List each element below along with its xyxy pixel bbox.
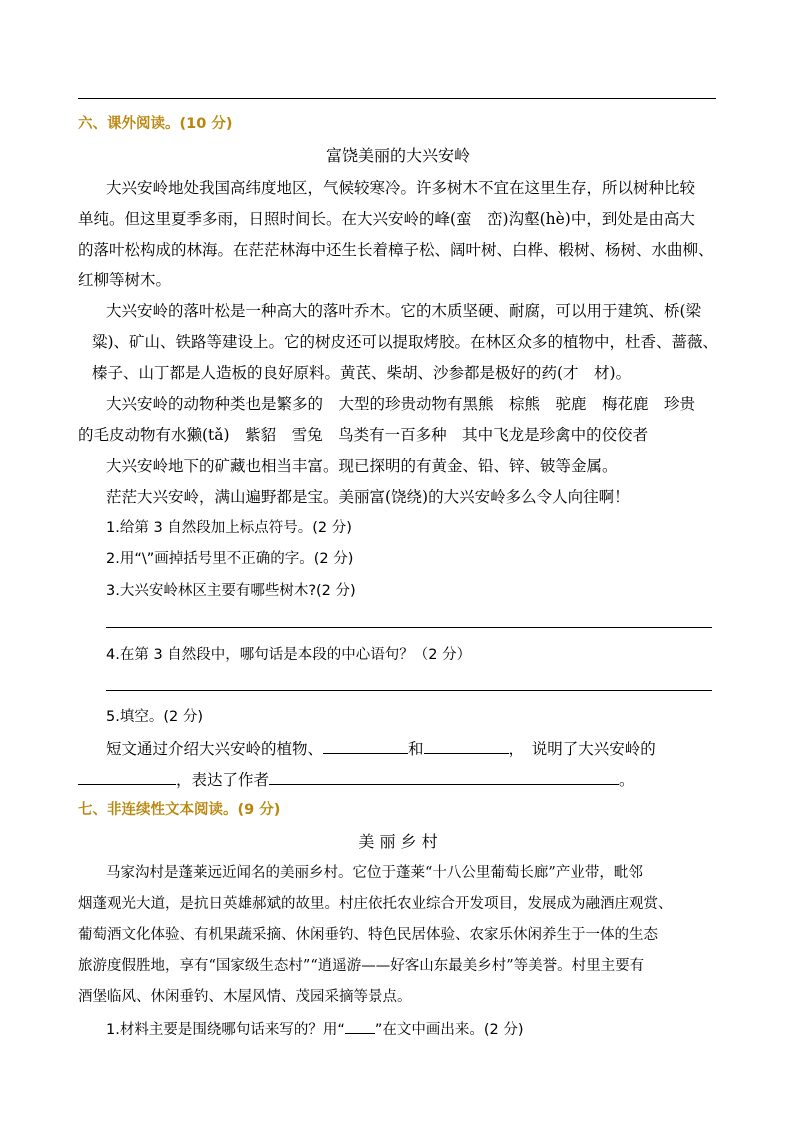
para5: 茫茫大兴安岭，满山遍野都是宝。美丽富(饶绕)的大兴安岭多么令人向往啊！ (106, 488, 630, 506)
q5-blank-3[interactable] (78, 768, 176, 785)
q5-text-b: 和 (408, 740, 424, 758)
q5-text-a: 短文通过介绍大兴安岭的植物、 (106, 740, 324, 758)
section7-para-line: 酒堡临风、休闲垂钓、木屋风情、茂园采摘等景点。 (78, 989, 412, 1005)
section7-heading: 七、非连续性文本阅读。(9 分) (78, 802, 281, 818)
s7q1-text-b: ”在文中画出来。(2 分) (374, 1022, 524, 1038)
para2-line: 大兴安岭的落叶松是一种高大的落叶乔木。它的木质坚硬、耐腐，可以用于建筑、桥(梁 (106, 302, 702, 320)
q5-blank-2[interactable] (424, 737, 509, 754)
q5-blank-1[interactable] (323, 737, 408, 754)
section6-heading: 六、课外阅读。(10 分) (78, 116, 233, 132)
header-rule (78, 98, 716, 99)
para3-line: 大兴安岭的动物种类也是繁多的 大型的珍贵动物有黑熊 棕熊 驼鹿 梅花鹿 珍贵 (106, 395, 696, 413)
q5-text-d: ，表达了作者 (176, 771, 270, 789)
section7-para-line: 马家沟村是蓬莱远近闻名的美丽乡村。它位于蓬莱“十八公里葡萄长廊”产业带，毗邻 (106, 865, 643, 881)
para2-line: 榛子、山丁都是人造板的良好原料。黄芪、柴胡、沙参都是极好的药(才 材)。 (92, 364, 632, 382)
section7-para-line: 旅游度假胜地，享有“国家级生态村”“逍遥游——好客山东最美乡村”等美誉。村里主要有 (78, 958, 645, 974)
q5-blank-4[interactable] (269, 768, 619, 785)
answer-line-q4[interactable] (106, 690, 712, 691)
s7q1-text-a: 1.材料主要是围绕哪句话来写的？用“ (106, 1022, 345, 1038)
para1-line: 单纯。但这里夏季多雨，日照时间长。在大兴安岭的峰(蛮 峦)沟壑(hè)中，到处是由高大 (78, 210, 695, 228)
section7-title: 美 丽 乡 村 (358, 832, 438, 851)
para1-line: 红柳等树木。 (78, 271, 172, 289)
para2-line: 粱)、矿山、铁路等建设上。它的树皮还可以提取烤胶。在林区众多的植物中，杜香、蔷薇、 (92, 333, 719, 351)
para4: 大兴安岭地下的矿藏也相当丰富。现已探明的有黄金、铅、锌、铍等金属。 (106, 457, 618, 475)
question-4: 4.在第 3 自然段中，哪句话是本段的中心语句？（2 分） (106, 647, 472, 663)
q5-text-c: ， 说明了大兴安岭的 (508, 740, 656, 758)
section7-question-1 (106, 1017, 746, 1041)
answer-line-q3[interactable] (106, 627, 712, 628)
para1-line: 大兴安岭地处我国高纬度地区，气候较寒冷。许多树木不宜在这里生存，所以树种比较 (106, 179, 696, 197)
question-5: 5.填空。(2 分) (106, 709, 203, 725)
question-3: 3.大兴安岭林区主要有哪些树木?(2 分) (106, 583, 356, 599)
section7-para-line: 葡萄酒文化体验、有机果蔬采摘、休闲垂钓、特色民居体验、农家乐休闲养生于一体的生态 (78, 927, 658, 943)
q5-text-e: 。 (619, 771, 635, 789)
question-1: 1.给第 3 自然段加上标点符号。(2 分) (106, 520, 352, 536)
section6-title: 富饶美丽的大兴安岭 (325, 146, 470, 165)
para1-line: 的落叶松构成的林海。在茫茫林海中还生长着樟子松、阔叶树、白桦、椴树、杨树、水曲柳、 (78, 241, 714, 259)
para3-line: 的毛皮动物有水獭(tǎ) 紫貂 雪兔 鸟类有一百多种 其中飞龙是珍禽中的佼佼者 (78, 426, 649, 444)
q5-fill-line-2 (78, 768, 718, 791)
section7-para-line: 烟蓬观光大道，是抗日英雄郝斌的故里。村庄依托农业综合开发项目，发展成为融酒庄观赏、 (78, 896, 673, 912)
s7q1-underline-sample (345, 1017, 375, 1034)
question-2: 2.用“\”画掉括号里不正确的字。(2 分) (106, 551, 354, 567)
q5-fill-line-1 (106, 737, 746, 760)
